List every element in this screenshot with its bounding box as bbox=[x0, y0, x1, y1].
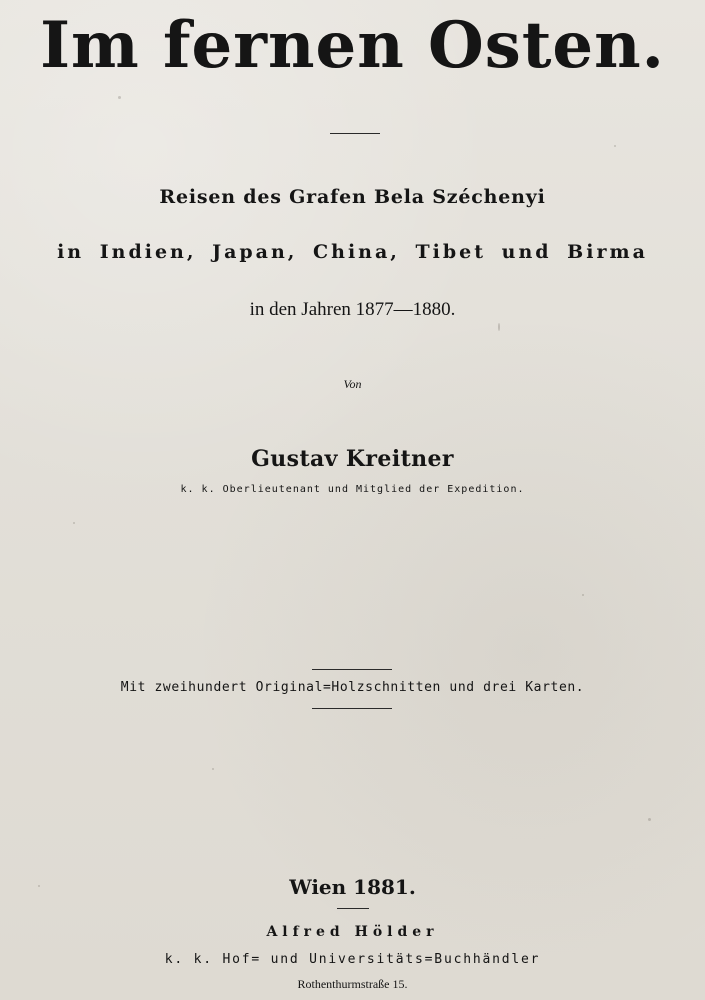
paper-speck bbox=[648, 818, 651, 821]
paper-speck bbox=[73, 522, 75, 524]
publisher-description: k. k. Hof= und Universitäts=Buchhändler bbox=[164, 952, 541, 967]
illustrations-note: Mit zweihundert Original=Holzschnitten und drei Karten. bbox=[120, 680, 585, 695]
book-title: Im fernen Osten. bbox=[40, 8, 665, 83]
publisher-address: Rothenthurmstraße 15. bbox=[297, 977, 408, 991]
travel-years: in den Jahren 1877—1880. bbox=[249, 299, 456, 320]
title-divider bbox=[330, 133, 380, 134]
paper-speck bbox=[614, 145, 616, 147]
publication-place-year: Wien 1881. bbox=[289, 875, 416, 899]
paper-speck bbox=[212, 768, 214, 770]
illustrations-top-divider bbox=[312, 669, 392, 670]
book-subtitle: Reisen des Grafen Bela Széchenyi bbox=[159, 186, 546, 208]
paper-speck bbox=[582, 594, 584, 596]
paper-speck bbox=[498, 323, 500, 331]
author-name: Gustav Kreitner bbox=[251, 446, 454, 472]
by-line: Von bbox=[343, 377, 362, 391]
publisher-name: Alfred Hölder bbox=[266, 924, 439, 940]
illustrations-bottom-divider bbox=[312, 708, 392, 709]
travel-destinations: in Indien, Japan, China, Tibet und Birma bbox=[57, 241, 648, 263]
publisher-divider bbox=[337, 908, 369, 909]
paper-speck bbox=[118, 96, 121, 99]
author-description: k. k. Oberlieutenant und Mitglied der Expedition. bbox=[180, 484, 525, 495]
